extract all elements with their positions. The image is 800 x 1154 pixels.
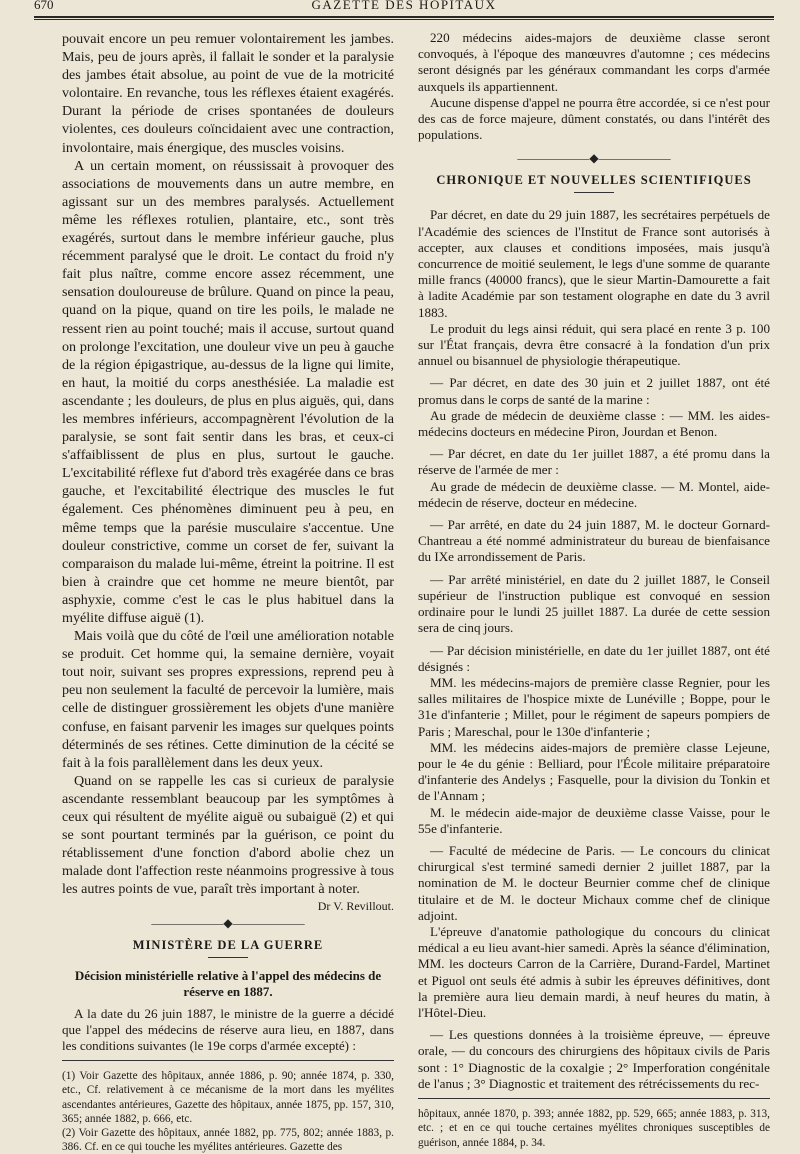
right-intro-body xyxy=(418,30,770,143)
page-header xyxy=(34,0,774,14)
article-paragraph: pouvait encore un peu remuer volontairement les jambes. Mais, peu de jours après, il fallait le sonder et la paralysie des jambes était absolue, au point de vue de la motricité volontaire. En revanche, tous les réflexes étaient exagérés. Durant la période de crises spontanées de douleurs violentes, ces douleurs coïncidaient avec une contraction, involontaire, mais énergique, des muscles voisins. xyxy=(62,31,394,156)
footnote-continuation xyxy=(418,1107,770,1150)
news-paragraph: — Par arrêté, en date du 24 juin 1887, M. le docteur Gornard-Chantreau a été nommé administrateur du bureau de bienfaisance du IXe arrondissement de Paris. xyxy=(418,517,770,565)
decision-subtitle: Décision ministérielle relative à l'appel des médecins de réserve en 1887. xyxy=(74,967,382,999)
journal-title: GAZETTE DES HOPITAUX xyxy=(311,0,497,12)
footnote-separator xyxy=(62,1060,394,1061)
article-paragraph: A un certain moment, on réussissait à provoquer des associations de mouvements dans un autre membre, en agissant sur un des membres paralysés. Actuellement même les réflexes rotulien, plantaire, etc., sont très exagérés, surtout dans le membre inférieur gauche, plus récemment paralysé que le droit. Le contact du froid n'y fait plus naître, comme encore assez récemment, une sensation douloureuse de brûlure. Quand on pince la peau, quand on la pique, quand on tire les poils, le malade ne ressent rien au point touché; mais il accuse, surtout quand on prolonge l'excitation, une douleur vive un peu à gauche de la région épigastrique, au-dessus de la ligne qui limite, en haut, la moitié du corps anesthésiée. La maladie est ascendante ; les douleurs, de plus en plus aiguës, qui, dans les membres inférieurs, accompagnèrent l'évolution de la paralysie, se sont fait sentir dans les bras, et ceux-ci s'affaiblissent de plus en plus, surtout le gauche. L'excitabilité réflexe fut d'abord très exagérée dans ce bras gauche, et l'excitabilité électrique des muscles le fut également. Ces phénomènes diminuent peu à peu, en même temps que la parésie musculaire s'accentue. Une douleur constrictive, comme un corset de fer, suivant la comparaison du malade lui-même, étreint la poitrine. Il est bien à craindre que cet homme ne meure bientôt, par asphyxie, comme c'est le cas le plus habituel dans la myélite diffuse aiguë (1). xyxy=(62,157,394,626)
intro-paragraph: Aucune dispense d'appel ne pourra être accordée, si ce n'est pour des cas de force majeure, dûment constatés, ou dans l'intérêt des populations. xyxy=(418,94,770,143)
news-paragraph: MM. les médecins aides-majors de première classe Lejeune, pour le 4e du génie : Belliard, pour l'École militaire préparatoire d'infanterie des Andelys ; Fasquelle, pour la division du Tonkin et de l'Annam ; xyxy=(418,739,770,804)
news-paragraph: — Les questions données à la troisième épreuve, — épreuve orale, — du concours des chirurgiens des hôpitaux civils de Paris sont : 1° Diagnostic de la coxalgie ; 2° Imperforation congénitale de l'anus ; 3° Diagnostic et traitement des rétrécissements du rec- xyxy=(418,1027,770,1091)
intro-paragraph: 220 médecins aides-majors de deuxième classe seront convoqués, à l'époque des manœuvres d'automne ; ces médecins seront désignés par les généraux commandant les corps d'armée auxquels ils appartiennent. xyxy=(418,30,770,94)
section-title-chronique: CHRONIQUE ET NOUVELLES SCIENTIFIQUES xyxy=(436,173,752,188)
article-paragraph: Quand on se rappelle les cas si curieux de paralysie ascendante ressemblant beaucoup par les symptômes à ceux qui résultent de myélite aiguë ou subaiguë (2) et qui se sont pourtant terminés par la guérison, ce point du rétablissement d'une fonction d'abord abolie chez un malade dont l'affection reste néanmoins progressive à tous les autres points de vue, paraît très important à noter. xyxy=(62,772,394,898)
footnote-separator xyxy=(418,1098,770,1099)
section-ornament: ――――――◆―――――― xyxy=(151,915,305,930)
left-article-body xyxy=(62,30,394,899)
news-paragraph: Au grade de médecin de deuxième classe. — M. Montel, aide-médecin de réserve, docteur en médecine. xyxy=(418,478,770,510)
news-paragraph: L'épreuve d'anatomie pathologique du concours du clinicat médical a eu lieu avant-hier samedi. Après la séance d'élimination, MM. les docteurs Carron de la Carrière, Durand-Fardel, Martinet et Piguol ont seuls été admis à subir les épreuves définitives, dont la première aura lieu demain mardi, à neuf heures du matin, à l'Hôtel-Dieu. xyxy=(418,923,770,1020)
section-title-ministere: MINISTÈRE DE LA GUERRE xyxy=(132,937,324,952)
news-paragraph: Au grade de médecin de deuxième classe : — MM. les aides-médecins docteurs en médecine Piron, Jourdan et Benon. xyxy=(418,407,770,440)
section-ornament: ――――――◆―――――― xyxy=(517,151,671,166)
news-paragraph: — Par décret, en date du 1er juillet 1887, a été promu dans la réserve de l'armée de mer : xyxy=(418,446,770,478)
header-rule-thin xyxy=(34,19,774,20)
left-column xyxy=(62,30,394,1154)
decision-body xyxy=(62,1006,394,1055)
footnote-2-continued: hôpitaux, année 1870, p. 393; année 1882, pp. 529, 665; année 1883, p. 313, etc. ; et en ce qui touche certaines myélites chroniques susceptibles de guérison, année 1884, p. 34. xyxy=(418,1107,770,1149)
footnote-1: (1) Voir Gazette des hôpitaux, année 1886, p. 90; année 1874, p. 330, etc., Cf. relativement à ce mécanisme de la mort dans les myélites ascendantes antérieures, Gazette des hôpitaux, année 1875, pp. 157, 310, 365; année 1882, p. 666, etc. xyxy=(62,1070,394,1125)
section-rule xyxy=(208,957,248,958)
news-paragraph: — Par décision ministérielle, en date du 1er juillet 1887, ont été désignés : xyxy=(418,642,770,674)
right-column xyxy=(418,30,770,1150)
footnote-2: (2) Voir Gazette des hôpitaux, année 1882, pp. 775, 802; année 1883, p. 386. Cf. en ce qui touche les myélites antérieures. Gazette des xyxy=(62,1126,394,1154)
news-paragraph: Par décret, en date du 29 juin 1887, les secrétaires perpétuels de l'Académie des sciences de l'Institut de France sont autorisés à accepter, aux clauses et conditions imposées, mais jusqu'à concurrence de moitié seulement, le legs d'une somme de quarante mille francs (40000 francs), que le sieur Martin-Damourette a fait à ladite Académie par son testament olographe en date du 3 avril 1883. xyxy=(418,207,770,320)
news-paragraph: — Faculté de médecine de Paris. — Le concours du clinicat chirurgical s'est terminé samedi dernier 2 juillet 1887, par la nomination de M. le docteur Beurnier comme chef de clinique titulaire et de M. le docteur Michaux comme chef de clinique adjoint. xyxy=(418,842,770,923)
news-paragraph: Le produit du legs ainsi réduit, qui sera placé en rente 3 p. 100 sur l'État français, devra être consacré à la fondation d'un prix annuel ou bisannuel de physiologie thérapeutique. xyxy=(418,320,770,369)
header-rule xyxy=(34,16,774,18)
section-rule xyxy=(574,192,614,193)
news-paragraph: M. le médecin aide-major de deuxième classe Vaisse, pour le 55e d'infanterie. xyxy=(418,804,770,836)
news-paragraph: — Par arrêté ministériel, en date du 2 juillet 1887, le Conseil supérieur de l'instruction publique est convoqué en session ordinaire pour le lundi 25 juillet 1887. La durée de cette session sera de cinq jours. xyxy=(418,571,770,636)
chronique-body xyxy=(418,207,770,1092)
news-paragraph: MM. les médecins-majors de première classe Regnier, pour les salles militaires de l'hospice mixte de Lunéville ; Boppe, pour le 31e d'infanterie ; Millet, pour le régiment de sapeurs pompiers de Paris ; Mareschal, pour le 130e d'infanterie ; xyxy=(418,674,770,739)
article-paragraph: Mais voilà que du côté de l'œil une amélioration notable se produit. Cet homme qui, la semaine dernière, voyait tout noir, suivant ses propres expressions, reprend peu à peu non seulement la faculté de percevoir la lumière, mais celle de distinguer grossièrement les objets d'une manière confuse, en faisant parvenir les images sur quelques points déterminés de ses rétines. Cette diminution de la cécité se fait à la fois parallèlement dans les deux yeux. xyxy=(62,628,394,771)
decision-paragraph: A la date du 26 juin 1887, le ministre de la guerre a décidé que l'appel des médecins de réserve aura lieu, en 1887, dans les conditions suivantes (le 19e corps d'armée excepté) : xyxy=(62,1005,394,1053)
page-number: 670 xyxy=(34,0,54,12)
footnotes xyxy=(62,1069,394,1154)
news-paragraph: — Par décret, en date des 30 juin et 2 juillet 1887, ont été promus dans le corps de santé de la marine : xyxy=(418,375,770,407)
author-signature: Dr V. Revillout. xyxy=(317,898,394,913)
